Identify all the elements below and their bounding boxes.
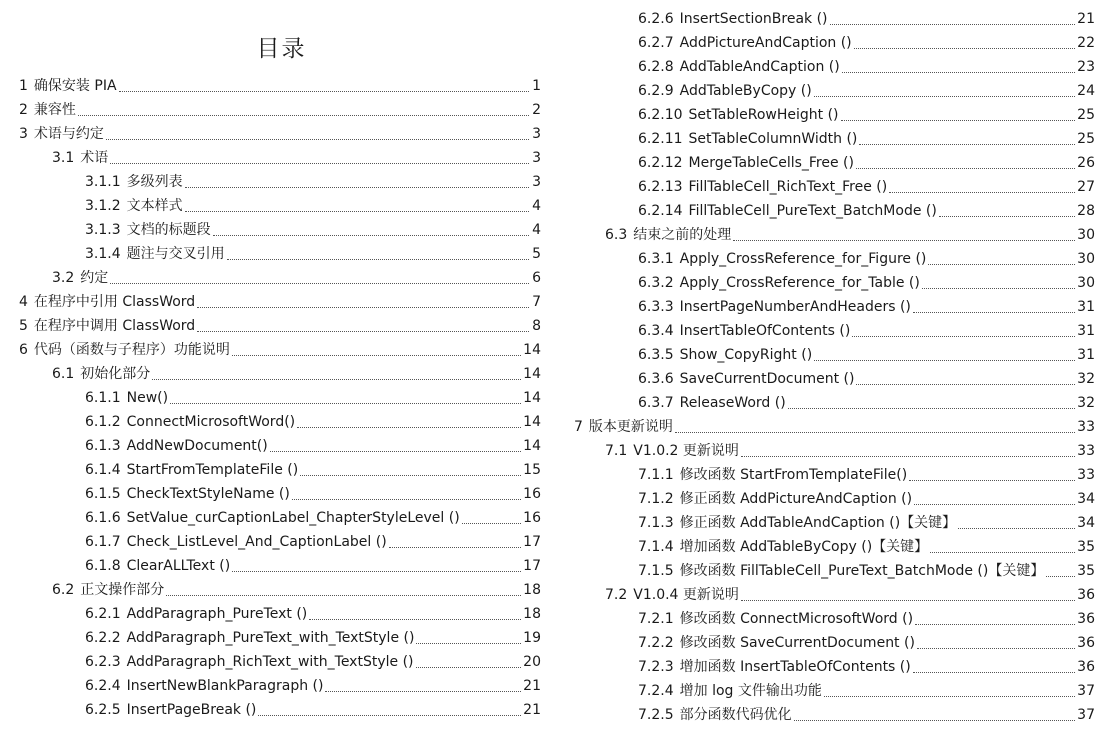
toc-page-number: 19 <box>523 630 541 646</box>
toc-leader-dots <box>185 187 529 188</box>
toc-entry-number: 6.2.1 <box>85 606 121 622</box>
toc-entry-number: 7.1.5 <box>638 563 674 579</box>
toc-entry-text: Show_CopyRight () <box>679 347 813 363</box>
toc-entry-text: AddPictureAndCaption () <box>679 35 852 51</box>
toc-entry[interactable] <box>0 458 563 482</box>
toc-entry-number: 6.2.11 <box>638 131 683 147</box>
toc-entry-text: 术语 <box>80 150 109 166</box>
toc-leader-dots <box>859 144 1075 145</box>
toc-entry-text: 增加函数 AddTableByCopy ()【关键】 <box>679 539 929 555</box>
toc-entry-text: SetValue_curCaptionLabel_ChapterStyleLevel () <box>126 510 460 526</box>
toc-entry[interactable] <box>563 607 1115 631</box>
toc-leader-dots <box>788 408 1075 409</box>
toc-leader-dots <box>958 528 1075 529</box>
toc-leader-dots <box>854 48 1076 49</box>
toc-entry[interactable] <box>0 146 563 170</box>
toc-entry-number: 6.1.5 <box>85 486 121 502</box>
toc-page-number: 2 <box>532 102 541 118</box>
toc-leader-dots <box>889 192 1075 193</box>
toc-leader-dots <box>1046 576 1075 577</box>
toc-entry[interactable] <box>563 487 1115 511</box>
toc-page-number: 34 <box>1077 515 1095 531</box>
toc-entry-text: Apply_CrossReference_for_Table () <box>679 275 920 291</box>
toc-entry-text: 修改函数 StartFromTemplateFile() <box>679 467 908 483</box>
toc-entry-number: 6.3.2 <box>638 275 674 291</box>
toc-entry-number: 6.2.9 <box>638 83 674 99</box>
toc-entry-text: 增加函数 InsertTableOfContents () <box>679 659 911 675</box>
toc-entry-text: 代码（函数与子程序）功能说明 <box>33 342 230 358</box>
toc-entry-text: 正文操作部分 <box>80 582 165 598</box>
toc-entry-number: 6.2.3 <box>85 654 121 670</box>
toc-entry-text: 在程序中引用 ClassWord <box>33 294 196 310</box>
toc-entry-text: InsertNewBlankParagraph () <box>126 678 324 694</box>
toc-entry[interactable] <box>563 535 1115 559</box>
toc-entry-number: 7 <box>574 419 583 435</box>
toc-leader-dots <box>856 384 1075 385</box>
toc-entry-number: 4 <box>19 294 28 310</box>
toc-page-number: 7 <box>532 294 541 310</box>
toc-entry[interactable] <box>563 247 1115 271</box>
toc-page-number: 14 <box>523 342 541 358</box>
toc-page-number: 37 <box>1077 707 1095 723</box>
toc-entry-number: 7.1.2 <box>638 491 674 507</box>
toc-entry[interactable] <box>0 410 563 434</box>
toc-entry[interactable] <box>0 362 563 386</box>
toc-entry-number: 6.2.5 <box>85 702 121 718</box>
toc-entry-text: AddParagraph_RichText_with_TextStyle () <box>126 654 414 670</box>
toc-page-number: 37 <box>1077 683 1095 699</box>
toc-leader-dots <box>928 264 1075 265</box>
toc-page-number: 3 <box>532 150 541 166</box>
toc-entry-number: 6.2.10 <box>638 107 683 123</box>
toc-leader-dots <box>309 619 521 620</box>
toc-entry-number: 5 <box>19 318 28 334</box>
toc-entry[interactable] <box>563 55 1115 79</box>
toc-entry-number: 6.1.3 <box>85 438 121 454</box>
toc-page-number: 32 <box>1077 371 1095 387</box>
toc-entry[interactable] <box>563 703 1115 727</box>
toc-entry-text: 文本样式 <box>126 198 183 214</box>
toc-page-number: 36 <box>1077 587 1095 603</box>
toc-entry-text: 兼容性 <box>33 102 76 118</box>
toc-entry-text: SaveCurrentDocument () <box>679 371 855 387</box>
toc-page-number: 8 <box>532 318 541 334</box>
toc-entry-text: 题注与交叉引用 <box>126 246 225 262</box>
toc-page-number: 28 <box>1077 203 1095 219</box>
toc-entry-number: 6.1.7 <box>85 534 121 550</box>
toc-page-number: 30 <box>1077 227 1095 243</box>
toc-entry-number: 6.1.4 <box>85 462 121 478</box>
toc-leader-dots <box>213 235 529 236</box>
toc-entry[interactable] <box>563 439 1115 463</box>
toc-entry-text: InsertPageBreak () <box>126 702 257 718</box>
toc-entry-number: 3.2 <box>52 270 75 286</box>
toc-entry-number: 6.1.8 <box>85 558 121 574</box>
toc-page-number: 22 <box>1077 35 1095 51</box>
toc-entry-number: 6 <box>19 342 28 358</box>
toc-leader-dots <box>741 600 1075 601</box>
toc-leader-dots <box>794 720 1076 721</box>
toc-entry-text: 修改函数 SaveCurrentDocument () <box>679 635 915 651</box>
toc-entry[interactable] <box>563 631 1115 655</box>
toc-leader-dots <box>852 336 1075 337</box>
toc-leader-dots <box>197 331 529 332</box>
toc-entry-text: 多级列表 <box>126 174 183 190</box>
toc-leader-dots <box>842 72 1075 73</box>
toc-entry-number: 6.2.13 <box>638 179 683 195</box>
toc-entry-number: 3.1.1 <box>85 174 121 190</box>
toc-leader-dots <box>110 163 529 164</box>
toc-page-number: 21 <box>523 678 541 694</box>
toc-entry[interactable] <box>563 31 1115 55</box>
toc-list-right <box>563 7 1115 727</box>
toc-entry[interactable] <box>563 199 1115 223</box>
toc-leader-dots <box>232 355 521 356</box>
toc-entry-number: 6.2 <box>52 582 75 598</box>
toc-entry[interactable] <box>0 314 563 338</box>
toc-entry[interactable] <box>563 391 1115 415</box>
toc-entry[interactable] <box>0 530 563 554</box>
toc-entry-text: AddParagraph_PureText_with_TextStyle () <box>126 630 415 646</box>
toc-entry[interactable] <box>563 415 1115 439</box>
toc-entry-text: 初始化部分 <box>80 366 151 382</box>
toc-page-number: 31 <box>1077 347 1095 363</box>
toc-page-number: 18 <box>523 582 541 598</box>
toc-page-number: 30 <box>1077 251 1095 267</box>
toc-leader-dots <box>922 288 1075 289</box>
toc-entry-number: 6.1.1 <box>85 390 121 406</box>
toc-page-number: 35 <box>1077 563 1095 579</box>
toc-entry-number: 7.1 <box>605 443 628 459</box>
toc-entry-number: 6.3.4 <box>638 323 674 339</box>
toc-entry-text: SetTableColumnWidth () <box>688 131 858 147</box>
toc-leader-dots <box>325 691 521 692</box>
toc-leader-dots <box>841 120 1076 121</box>
toc-leader-dots <box>166 595 521 596</box>
toc-entry-number: 6.3.6 <box>638 371 674 387</box>
toc-entry-text: ConnectMicrosoftWord() <box>126 414 296 430</box>
toc-page-number: 6 <box>532 270 541 286</box>
toc-page-number: 21 <box>523 702 541 718</box>
toc-entry-text: 修改函数 ConnectMicrosoftWord () <box>679 611 914 627</box>
toc-page-number: 33 <box>1077 467 1095 483</box>
toc-page-number: 17 <box>523 558 541 574</box>
toc-page-number: 25 <box>1077 131 1095 147</box>
toc-page-number: 31 <box>1077 323 1095 339</box>
toc-page-number: 20 <box>523 654 541 670</box>
toc-entry-number: 6.3.1 <box>638 251 674 267</box>
toc-entry-number: 7.2.5 <box>638 707 674 723</box>
toc-entry[interactable] <box>563 295 1115 319</box>
toc-entry-number: 3.1.3 <box>85 222 121 238</box>
toc-entry-text: New() <box>126 390 169 406</box>
toc-entry-number: 7.2.4 <box>638 683 674 699</box>
toc-page-number: 3 <box>532 174 541 190</box>
toc-entry-number: 6.1 <box>52 366 75 382</box>
toc-page-number: 5 <box>532 246 541 262</box>
toc-entry-number: 6.2.6 <box>638 11 674 27</box>
toc-entry-text: MergeTableCells_Free () <box>688 155 854 171</box>
toc-entry[interactable] <box>0 674 563 698</box>
toc-entry[interactable] <box>563 103 1115 127</box>
toc-entry[interactable] <box>563 463 1115 487</box>
toc-entry[interactable] <box>0 578 563 602</box>
toc-entry[interactable] <box>0 74 563 98</box>
toc-leader-dots <box>258 715 521 716</box>
toc-entry[interactable] <box>0 482 563 506</box>
toc-entry-text: ClearALLText () <box>126 558 231 574</box>
toc-entry-text: 修正函数 AddPictureAndCaption () <box>679 491 913 507</box>
toc-page-number: 33 <box>1077 419 1095 435</box>
toc-entry[interactable] <box>563 559 1115 583</box>
toc-entry-number: 6.2.8 <box>638 59 674 75</box>
toc-leader-dots <box>741 456 1075 457</box>
toc-entry[interactable] <box>563 223 1115 247</box>
toc-entry[interactable] <box>563 583 1115 607</box>
toc-entry-text: Apply_CrossReference_for_Figure () <box>679 251 927 267</box>
toc-page-number: 16 <box>523 510 541 526</box>
toc-entry[interactable] <box>563 7 1115 31</box>
toc-page-number: 3 <box>532 126 541 142</box>
toc-entry[interactable] <box>563 175 1115 199</box>
toc-leader-dots <box>300 475 521 476</box>
toc-entry[interactable] <box>563 511 1115 535</box>
toc-entry[interactable] <box>0 218 563 242</box>
toc-entry-text: 增加 log 文件输出功能 <box>679 683 822 699</box>
toc-entry[interactable] <box>0 338 563 362</box>
toc-entry-text: Check_ListLevel_And_CaptionLabel () <box>126 534 387 550</box>
toc-page-number: 14 <box>523 414 541 430</box>
toc-page-number: 36 <box>1077 611 1095 627</box>
toc-entry-number: 1 <box>19 78 28 94</box>
toc-entry-text: InsertPageNumberAndHeaders () <box>679 299 911 315</box>
toc-leader-dots <box>270 451 521 452</box>
toc-entry-number: 6.3.3 <box>638 299 674 315</box>
toc-entry-text: StartFromTemplateFile () <box>126 462 299 478</box>
toc-entry[interactable] <box>0 98 563 122</box>
toc-entry-text: CheckTextStyleName () <box>126 486 290 502</box>
toc-entry[interactable] <box>0 122 563 146</box>
toc-entry-number: 6.2.14 <box>638 203 683 219</box>
toc-entry-number: 7.1.3 <box>638 515 674 531</box>
toc-entry[interactable] <box>0 290 563 314</box>
toc-entry[interactable] <box>563 151 1115 175</box>
toc-list-left <box>0 74 563 722</box>
toc-page-number: 24 <box>1077 83 1095 99</box>
toc-entry-number: 6.1.2 <box>85 414 121 430</box>
toc-page-number: 23 <box>1077 59 1095 75</box>
toc-leader-dots <box>462 523 521 524</box>
toc-entry-text: AddParagraph_PureText () <box>126 606 308 622</box>
toc-entry-number: 3.1 <box>52 150 75 166</box>
toc-leader-dots <box>170 403 521 404</box>
toc-entry[interactable] <box>0 242 563 266</box>
toc-leader-dots <box>110 283 529 284</box>
toc-page-number: 32 <box>1077 395 1095 411</box>
toc-entry-number: 3.1.2 <box>85 198 121 214</box>
toc-leader-dots <box>292 499 521 500</box>
toc-leader-dots <box>930 552 1075 553</box>
toc-entry-text: 文档的标题段 <box>126 222 211 238</box>
toc-entry-number: 7.2.2 <box>638 635 674 651</box>
toc-leader-dots <box>152 379 521 380</box>
toc-entry[interactable] <box>0 506 563 530</box>
toc-leader-dots <box>915 624 1075 625</box>
toc-entry[interactable] <box>0 434 563 458</box>
toc-entry-text: 修正函数 AddTableAndCaption ()【关键】 <box>679 515 957 531</box>
toc-entry[interactable] <box>563 343 1115 367</box>
toc-page-number: 33 <box>1077 443 1095 459</box>
toc-entry-text: InsertTableOfContents () <box>679 323 851 339</box>
toc-entry-number: 7.2.3 <box>638 659 674 675</box>
toc-entry-number: 6.2.12 <box>638 155 683 171</box>
toc-page-number: 36 <box>1077 659 1095 675</box>
toc-entry-number: 6.2.7 <box>638 35 674 51</box>
toc-entry[interactable] <box>0 626 563 650</box>
toc-entry[interactable] <box>563 127 1115 151</box>
toc-entry-number: 7.1.1 <box>638 467 674 483</box>
toc-page-number: 27 <box>1077 179 1095 195</box>
toc-entry-text: AddTableByCopy () <box>679 83 812 99</box>
toc-entry-text: ReleaseWord () <box>679 395 786 411</box>
toc-page-number: 17 <box>523 534 541 550</box>
toc-page-number: 4 <box>532 222 541 238</box>
toc-page-number: 1 <box>532 78 541 94</box>
toc-entry-text: 结束之前的处理 <box>633 227 732 243</box>
toc-entry-text: 部分函数代码优化 <box>679 707 792 723</box>
toc-entry[interactable] <box>563 679 1115 703</box>
toc-page-number: 35 <box>1077 539 1095 555</box>
toc-leader-dots <box>119 91 529 92</box>
toc-entry[interactable] <box>563 367 1115 391</box>
toc-leader-dots <box>856 168 1075 169</box>
toc-page-number: 15 <box>523 462 541 478</box>
toc-leader-dots <box>232 571 521 572</box>
toc-entry[interactable] <box>563 319 1115 343</box>
toc-page-number: 25 <box>1077 107 1095 123</box>
toc-entry-number: 7.1.4 <box>638 539 674 555</box>
toc-page-number: 14 <box>523 438 541 454</box>
toc-entry[interactable] <box>0 554 563 578</box>
toc-page-number: 14 <box>523 366 541 382</box>
toc-entry-text: SetTableRowHeight () <box>688 107 839 123</box>
toc-entry-text: FillTableCell_RichText_Free () <box>688 179 888 195</box>
toc-page-number: 26 <box>1077 155 1095 171</box>
toc-title: 目录 <box>256 36 307 62</box>
toc-entry-number: 6.3.7 <box>638 395 674 411</box>
toc-entry-number: 7.2.1 <box>638 611 674 627</box>
toc-entry[interactable] <box>0 266 563 290</box>
toc-entry-text: 在程序中调用 ClassWord <box>33 318 196 334</box>
toc-leader-dots <box>913 672 1075 673</box>
toc-page-number: 31 <box>1077 299 1095 315</box>
toc-entry[interactable] <box>0 602 563 626</box>
toc-leader-dots <box>185 211 529 212</box>
toc-entry-text: AddTableAndCaption () <box>679 59 840 75</box>
toc-entry[interactable] <box>563 655 1115 679</box>
toc-leader-dots <box>824 696 1075 697</box>
toc-leader-dots <box>416 643 521 644</box>
toc-entry-number: 6.3 <box>605 227 628 243</box>
toc-leader-dots <box>106 139 529 140</box>
toc-entry-text: 约定 <box>80 270 109 286</box>
toc-page-number: 18 <box>523 606 541 622</box>
toc-entry-number: 6.2.4 <box>85 678 121 694</box>
toc-entry[interactable] <box>0 194 563 218</box>
toc-leader-dots <box>733 240 1075 241</box>
toc-page-number: 36 <box>1077 635 1095 651</box>
toc-entry-number: 3 <box>19 126 28 142</box>
toc-entry[interactable] <box>0 170 563 194</box>
toc-leader-dots <box>814 96 1075 97</box>
toc-entry[interactable] <box>563 271 1115 295</box>
toc-leader-dots <box>913 312 1075 313</box>
toc-entry-text: 修改函数 FillTableCell_PureText_BatchMode ()【关键】 <box>679 563 1045 579</box>
toc-leader-dots <box>814 360 1075 361</box>
toc-entry-number: 6.3.5 <box>638 347 674 363</box>
toc-page-number: 14 <box>523 390 541 406</box>
toc-leader-dots <box>389 547 522 548</box>
toc-entry-text: V1.0.2 更新说明 <box>633 443 739 459</box>
toc-entry-number: 7.2 <box>605 587 628 603</box>
toc-entry-number: 3.1.4 <box>85 246 121 262</box>
toc-entry-text: V1.0.4 更新说明 <box>633 587 739 603</box>
toc-entry-number: 6.1.6 <box>85 510 121 526</box>
toc-leader-dots <box>297 427 521 428</box>
toc-entry[interactable] <box>0 650 563 674</box>
toc-entry-text: 术语与约定 <box>33 126 104 142</box>
toc-leader-dots <box>909 480 1075 481</box>
toc-entry-text: FillTableCell_PureText_BatchMode () <box>688 203 937 219</box>
toc-leader-dots <box>939 216 1075 217</box>
toc-page-number: 21 <box>1077 11 1095 27</box>
toc-leader-dots <box>227 259 529 260</box>
toc-leader-dots <box>830 24 1076 25</box>
toc-entry-number: 2 <box>19 102 28 118</box>
toc-entry-text: InsertSectionBreak () <box>679 11 828 27</box>
toc-entry-text: 版本更新说明 <box>588 419 673 435</box>
toc-leader-dots <box>197 307 529 308</box>
toc-entry-number: 6.2.2 <box>85 630 121 646</box>
toc-page-number: 30 <box>1077 275 1095 291</box>
toc-page-number: 34 <box>1077 491 1095 507</box>
toc-leader-dots <box>675 432 1075 433</box>
toc-leader-dots <box>78 115 529 116</box>
toc-entry-text: AddNewDocument() <box>126 438 268 454</box>
toc-page-number: 16 <box>523 486 541 502</box>
toc-entry[interactable] <box>0 698 563 722</box>
toc-leader-dots <box>917 648 1075 649</box>
toc-page-number: 4 <box>532 198 541 214</box>
toc-leader-dots <box>416 667 522 668</box>
toc-leader-dots <box>914 504 1075 505</box>
toc-entry[interactable] <box>0 386 563 410</box>
toc-entry[interactable] <box>563 79 1115 103</box>
toc-entry-text: 确保安装 PIA <box>33 78 117 94</box>
